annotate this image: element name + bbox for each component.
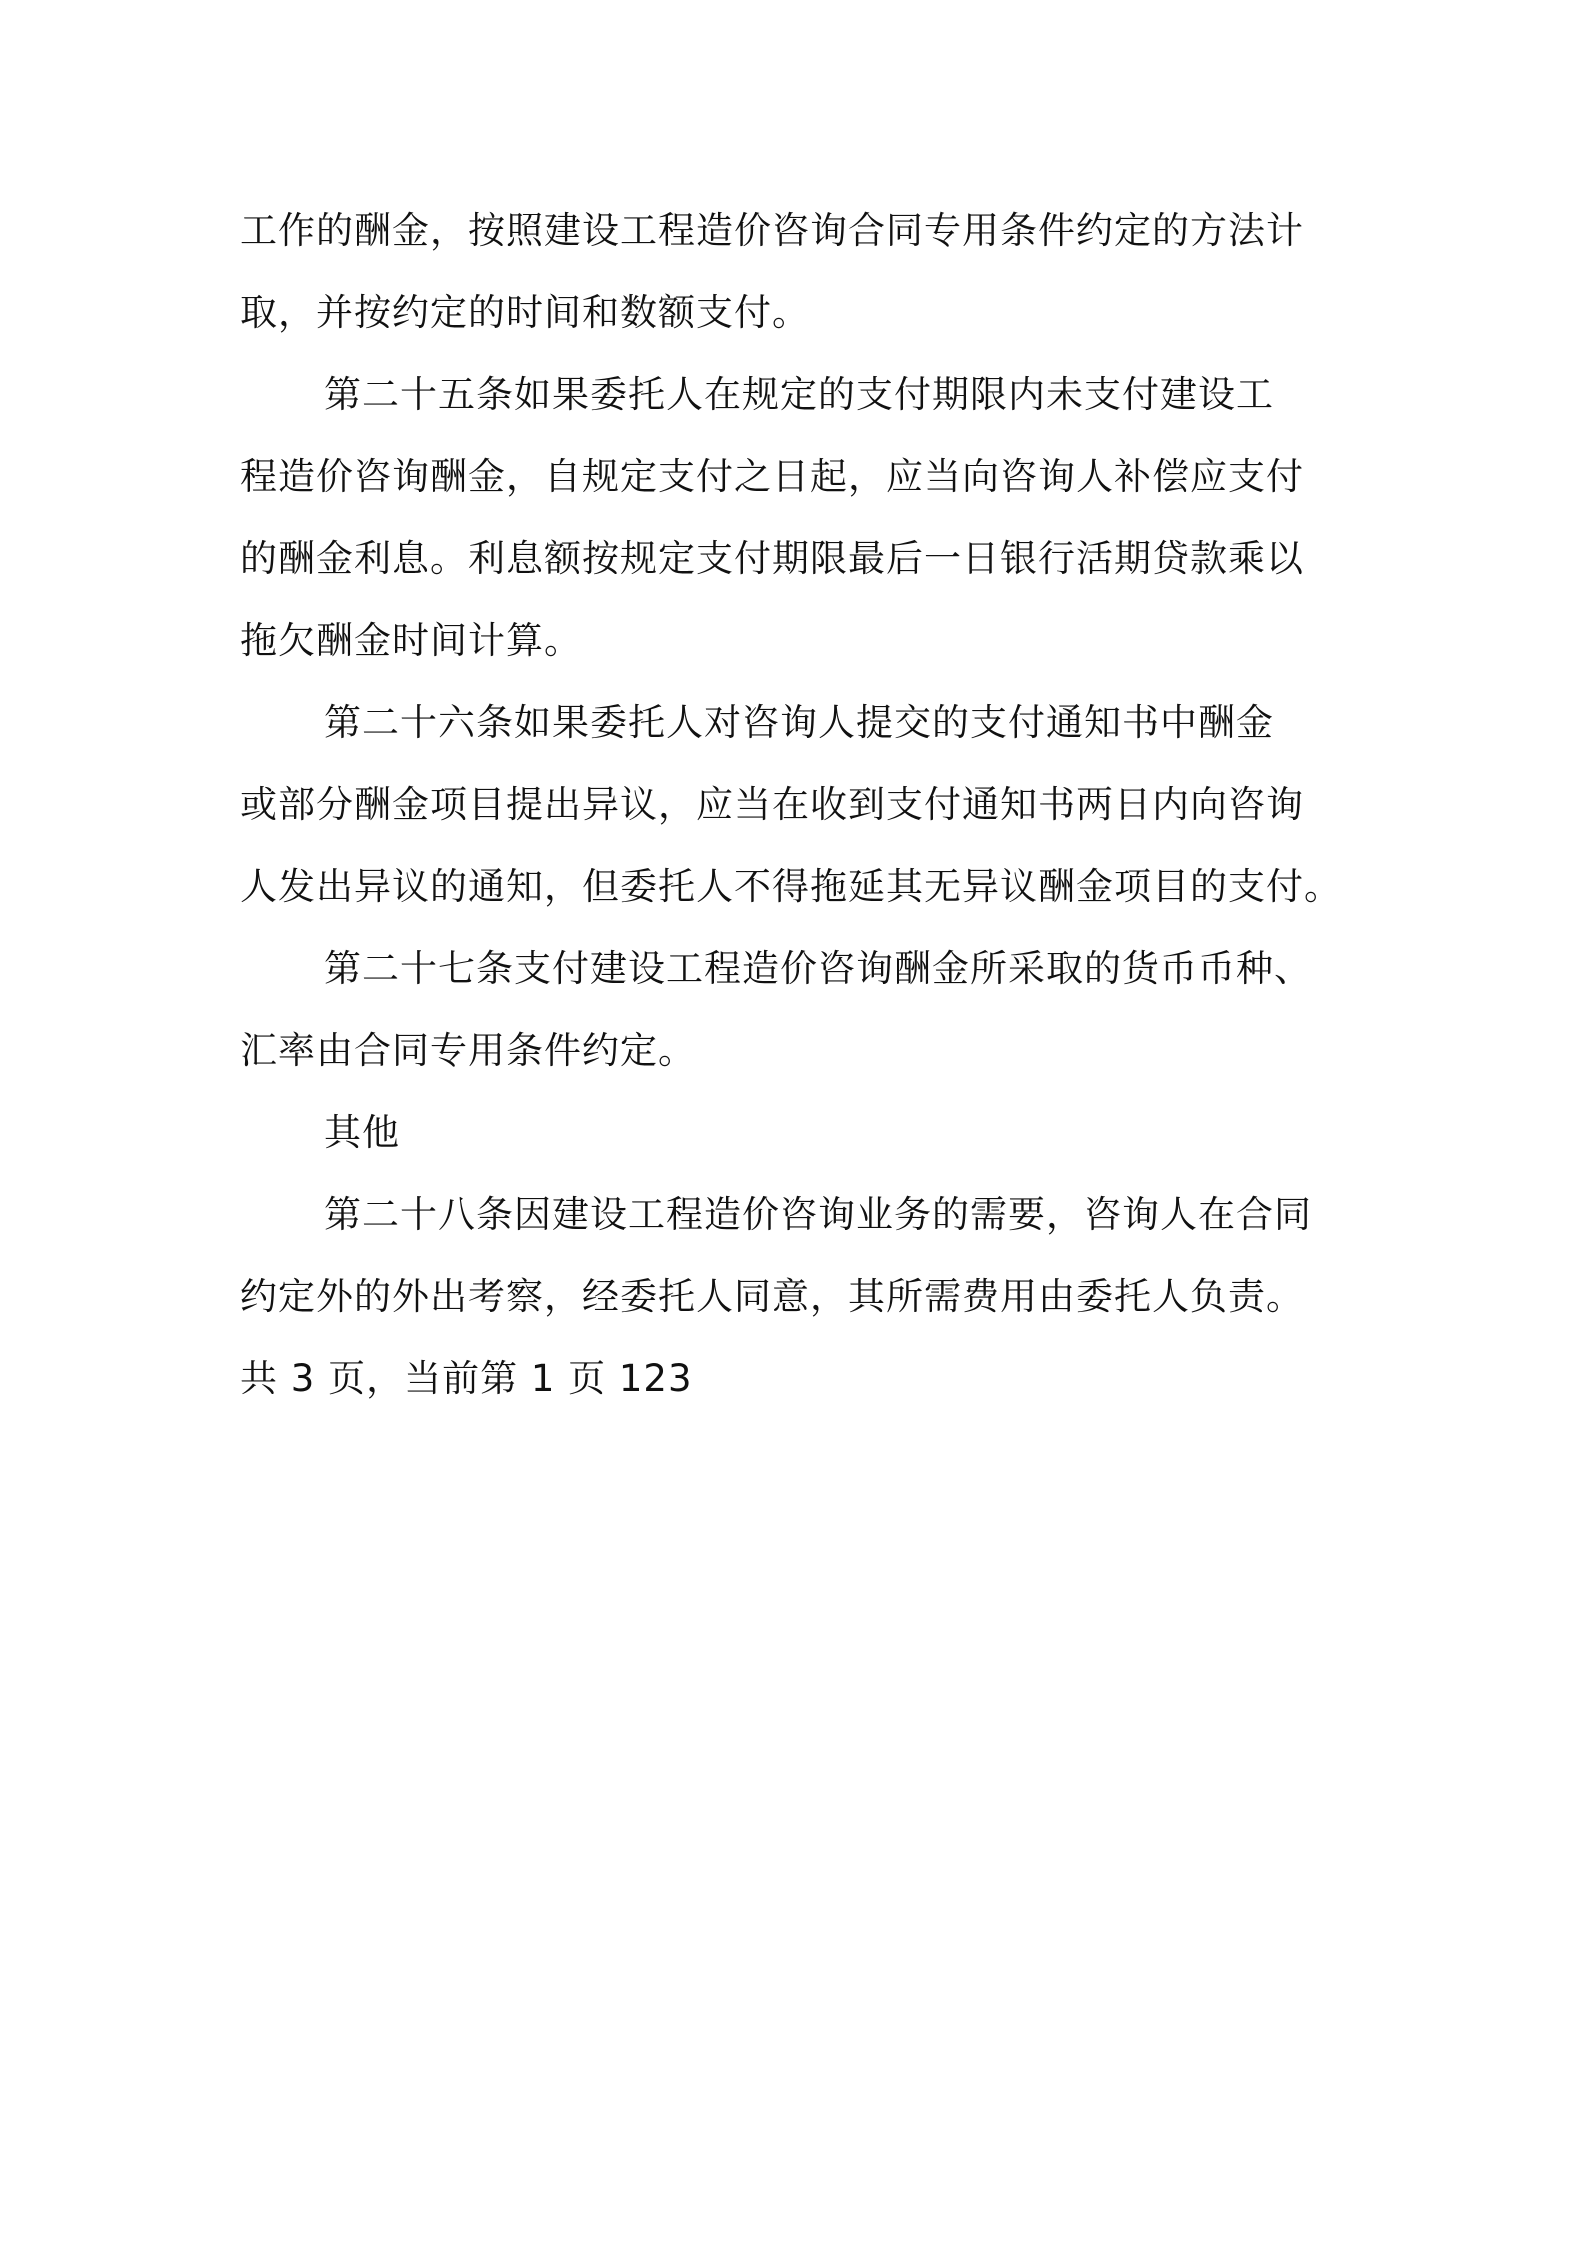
paragraph-line: 取，并按约定的时间和数额支付。 xyxy=(240,291,810,334)
paragraph-line: 程造价咨询酬金，自规定支付之日起，应当向咨询人补偿应支付 xyxy=(240,455,1304,498)
paragraph-line: 或部分酬金项目提出异议，应当在收到支付通知书两日内向咨询 xyxy=(240,783,1304,826)
paragraph-line: 工作的酬金，按照建设工程造价咨询合同专用条件约定的方法计 xyxy=(240,209,1304,252)
paragraph-line: 人发出异议的通知，但委托人不得拖延其无异议酬金项目的支付。 xyxy=(240,865,1342,908)
paragraph-line: 汇率由合同专用条件约定。 xyxy=(240,1029,696,1072)
page-footer-text: 共 3 页，当前第 1 页 123 xyxy=(240,1357,693,1400)
paragraph-line: 的酬金利息。利息额按规定支付期限最后一日银行活期贷款乘以 xyxy=(240,537,1304,580)
article-25-line: 第二十五条如果委托人在规定的支付期限内未支付建设工 xyxy=(324,373,1274,416)
document-body xyxy=(240,190,1360,1420)
article-28-line: 第二十八条因建设工程造价咨询业务的需要，咨询人在合同 xyxy=(324,1193,1312,1236)
paragraph-line: 拖欠酬金时间计算。 xyxy=(240,619,582,662)
article-27-line: 第二十七条支付建设工程造价咨询酬金所采取的货币币种、 xyxy=(324,947,1312,990)
article-26-line: 第二十六条如果委托人对咨询人提交的支付通知书中酬金 xyxy=(324,701,1274,744)
paragraph-line: 约定外的外出考察，经委托人同意，其所需费用由委托人负责。 xyxy=(240,1275,1304,1318)
section-heading-other: 其他 xyxy=(324,1111,400,1154)
